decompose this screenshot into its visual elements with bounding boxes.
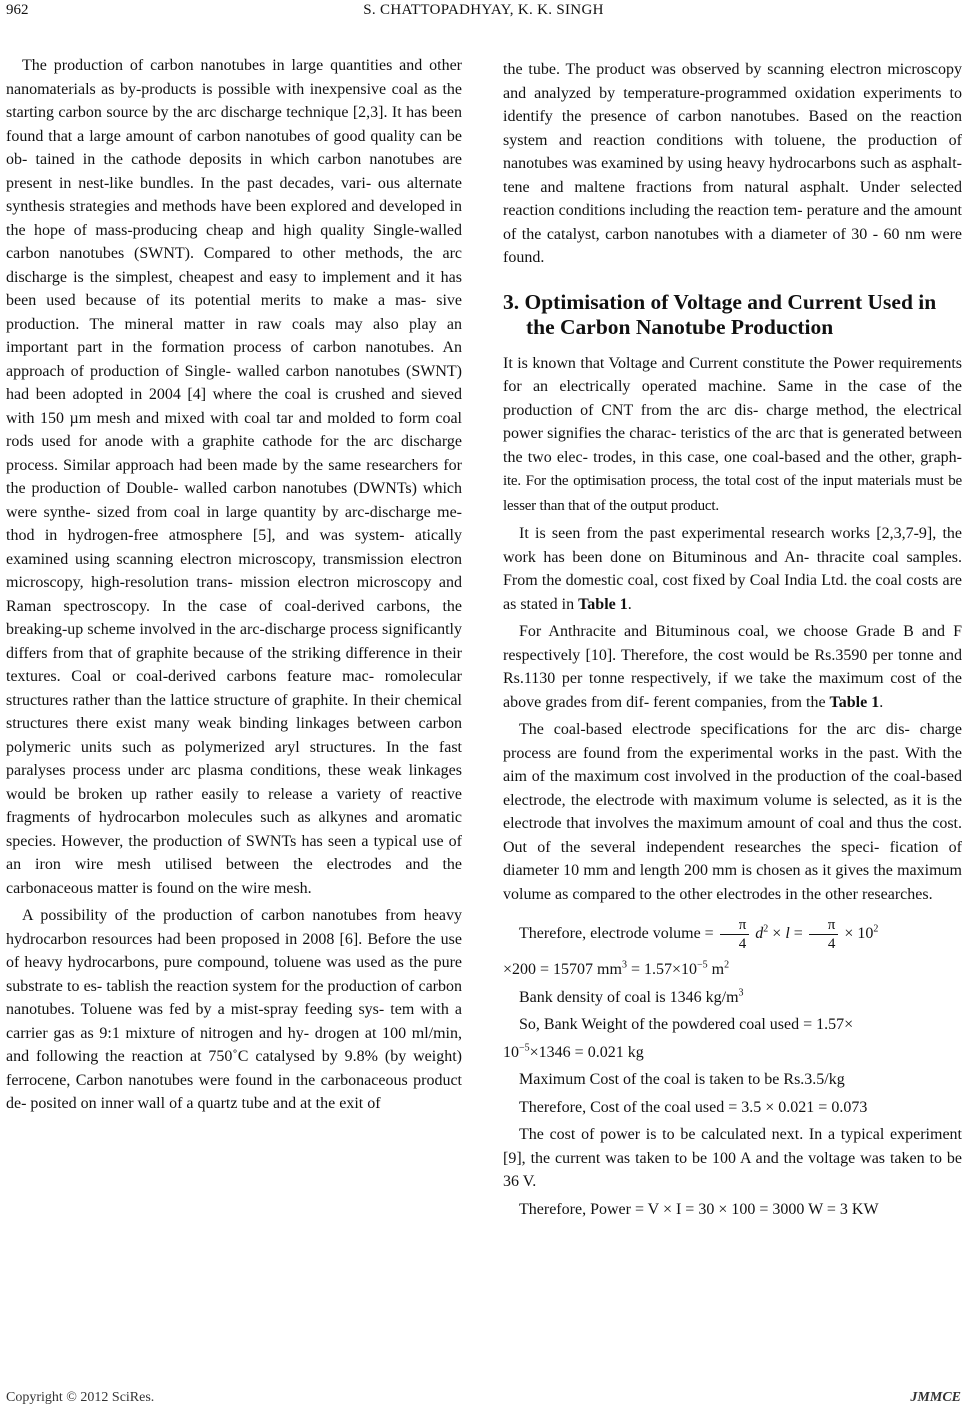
left-column (6, 54, 462, 1116)
paragraph: The cost of power is to be calculated next. In a typical experiment [9], the current was taken to be 100 A and the voltage was taken to be 36 V. (503, 1126, 962, 1190)
denominator: 4 (827, 935, 836, 952)
running-title: S. CHATTOPADHYAY, K. K. SINGH (363, 2, 604, 18)
table-reference: Table 1 (578, 595, 628, 613)
paragraph (503, 352, 962, 519)
equation-volume-line2 (503, 958, 962, 982)
bank-density (503, 986, 962, 1010)
numerator: π (809, 916, 839, 935)
section-heading: 3. Optimisation of Voltage and Current Used in the Carbon Nanotube Production (503, 289, 937, 339)
equation-label: Therefore, electrode volume = (519, 925, 714, 942)
exponent: 3 (738, 987, 744, 999)
times-sign: × (772, 925, 782, 942)
punctuation: . (627, 595, 632, 613)
fraction-pi-over-4 (809, 916, 839, 953)
copyright-notice: Copyright © 2012 SciRes. (6, 1390, 155, 1405)
paragraph-text: It is known that Voltage and Current constitute the Power requirements for an electrically operated machine. Same in the case of the production of CNT from the arc dis- charge method, the electrical power signifies the charac- teristics of the arc that is generated between the two elec- trodes, in this case, one coal-based and the other, graph- (503, 354, 962, 466)
variable-l: l (785, 925, 790, 942)
equation-volume (503, 914, 962, 954)
paragraph (503, 620, 962, 714)
bank-weight (503, 1013, 962, 1037)
page-header (0, 0, 967, 30)
exponent: −5 (696, 959, 708, 971)
equals-sign: = (793, 925, 803, 942)
paragraph: Therefore, Power = V × I = 30 × 100 = 3000 W = 3 KW (519, 1200, 879, 1218)
exponent: 2 (763, 923, 769, 935)
paragraph-text: It is seen from the past experimental research works [2,3,7-9], the work has been done on Bituminous and An- thracite coal samples. From the domestic coal, cost fixed by Coal India Ltd. the coal costs are as stated in (503, 525, 962, 613)
paragraph: The coal-based electrode specifications for the arc dis- charge process are found from the experimental works in the past. With the aim of the maximum cost involved in the production of the coal-based electrode, the electrode with maximum volume is selected, as it is the electrode that involves the maximum amount of coal and thus the cost. Out of the several independent researches the speci- fication of diameter 10 mm and length 200 mm is chosen as it gives the maximum volume as compared to the other electrodes in the other researches. (503, 721, 962, 903)
page-footer (0, 1390, 967, 1412)
page-number: 962 (6, 2, 29, 18)
bank-weight-line2 (503, 1041, 962, 1065)
paragraph-text: ite. For the optimisation process, the total cost of the input materials must be lesser than that of the output product. (503, 473, 962, 514)
paragraph: the tube. The product was observed by scanning electron microscopy and analyzed by temperature-programmed oxidation experiments to identify the presence of carbon nanotubes. Based on the reaction system and reaction conditions with toluene, the production of nanotubes was examined by using heavy hydrocarbons such as asphalt- tene and maltene fractions from natural asphalt. Under selected reaction conditions including the reaction tem- perature and the amount of the catalyst, carbon nanotubes with a diameter of 30 - 60 nm were found. (503, 61, 962, 266)
equation-text: ×1346 = 0.021 kg (529, 1043, 644, 1061)
exponent: 2 (724, 959, 730, 971)
exponent: 3 (621, 959, 627, 971)
equation-text: So, Bank Weight of the powdered coal used = 1.57× (519, 1016, 854, 1033)
punctuation: . (879, 693, 884, 711)
exponent: −5 (519, 1042, 530, 1054)
unit: m (707, 961, 725, 978)
paragraph (503, 522, 962, 616)
fraction-pi-over-4 (720, 916, 750, 953)
exponent: 2 (873, 923, 879, 935)
cost-used: Therefore, Cost of the coal used = 3.5 × 0.021 = 0.073 (519, 1098, 868, 1116)
equation-text: ×200 = 15707 mm (503, 961, 622, 978)
variable-d: d (755, 925, 764, 942)
paragraph-text: For Anthracite and Bituminous coal, we choose Grade B and F respectively [10]. Therefore, the cost would be Rs.3590 per tonne and Rs.1130 per tonne respectively, if we take the maximum cost of the above grades from dif- ferent companies, from the (503, 623, 962, 711)
equation-text: 10 (503, 1043, 519, 1061)
denominator: 4 (738, 935, 747, 952)
numerator: π (720, 916, 750, 935)
value-ten: 10 (857, 925, 874, 942)
journal-abbreviation: JMMCE (910, 1390, 961, 1405)
times-sign: × (844, 925, 854, 942)
paragraph: A possibility of the production of carbon nanotubes from heavy hydrocarbon resources had been proposed in 2008 [6]. Before the use of heavy hydrocarbons, pure compound, toluene was used as the pure substrate to es- tablish the reaction system for the production of carbon nanotubes. Toluene was fed by a mist-spray feeding sys- tem with a carrier gas as 9:1 mixture of nitrogen and hy- drogen at 100 ml/min, and following the reaction at 750˚C catalysed by 9.8% (by weight) ferrocene, Carbon nanotubes were found in the carbonaceous product de- posited on inner wall of a quartz tube and at the exit of (6, 907, 462, 1112)
equation-text: = 1.57×10 (626, 961, 697, 978)
max-cost: Maximum Cost of the coal is taken to be Rs.3.5/kg (519, 1071, 845, 1088)
right-column (503, 58, 962, 1221)
equation-text: Bank density of coal is 1346 kg/m (519, 988, 739, 1006)
paragraph: The production of carbon nanotubes in large quantities and other nanomaterials as by-products is possible with inexpensive coal as the starting carbon source by the arc discharge technique [2,3]. It has been found that a large amount of carbon nanotubes of good quality can be ob- tained in the cathode deposits in which carbon nanotubes are present in nest-like bundles. In the past decades, vari- ous alternate synthesis strategies and methods have been explored and developed in the hope of mass-producing cheap and high quality Single-walled carbon nanotubes (SWNT). Compared to other methods, the arc discharge is the simplest, cheapest and easy to implement and it has been used because of its potential merits to make a mas- sive production. The mineral matter in raw coals may also play an important part in the formation process of carbon nanotubes. An approach of production of Single- walled carbon nanotubes (SWNT) had been adopted in 2004 [4] where the coal is crushed and sieved with 150 µm mesh and mixed with coal tar and molded to form coal rods used for anode with a graphite cathode for the arc discharge process. Similar approach had been made by the same researchers for the production of Double- walled carbon nanotubes (DWNTs) which were synthe- sized from coal in large quantity by arc-discharge me- thod in hydrogen-free atmosphere [5], and was system- atically examined using scanning electron microscopy, transmission electron microscopy, high-resolution trans- mission electron microscopy and Raman spectroscopy. In the case of coal-derived carbons, the breaking-up scheme involved in the arc-discharge process significantly differs from that of graphite because of the striking difference in their textures. Coal or coal-derived carbons feature mac- romolecular structures rather than the lattice structure of graphite. In their chemical structures there exist many weak binding linkages between carbon polymeric units such as polymerized aryl structures. In the fast paralyses process under arc plasma conditions, these weak linkages would be broken up rather easily to release a variety of reactive fragments of hydrocarbon molecules such as alkynes and aromatic species. However, the production of SWNTs has seen a typical use of an iron wire mesh utilised between the electrodes and the carbonaceous matter is found on the wire mesh. (6, 57, 462, 897)
table-reference: Table 1 (829, 693, 880, 711)
